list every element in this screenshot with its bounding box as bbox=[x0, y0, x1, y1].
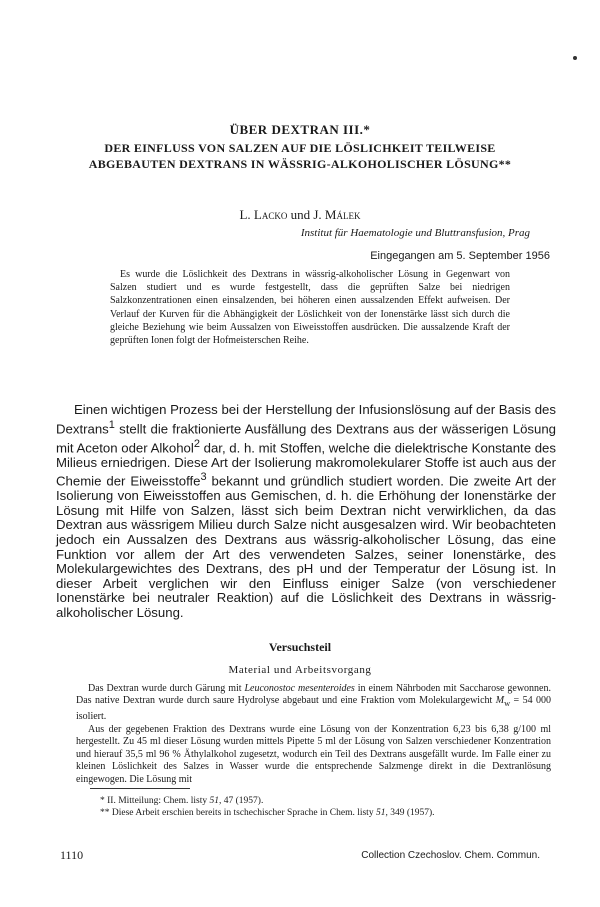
article-title: ÜBER DEXTRAN III.* bbox=[229, 122, 371, 137]
ref-3: 3 bbox=[200, 471, 207, 484]
section-heading: Versuchsteil bbox=[268, 640, 332, 654]
organism-name: Leuconostoc mesenteroides bbox=[244, 683, 355, 694]
footnote-1-volume: 51 bbox=[209, 796, 220, 806]
methods-paragraph-1 bbox=[76, 683, 551, 723]
intro-text-3: dar, d. h. mit Stoffen, welche die dielektrische Konstante des Milieus erniedrigen. Diese Art der Isolierung makromolekularer Stoffe ist auch aus der Chemie der Eiweisstoffe bbox=[56, 439, 556, 489]
article-subtitle: DER EINFLUSS VON SALZEN AUF DIE LÖSLICHKEIT TEILWEISE ABGEBAUTEN DEXTRANS IN WÄSSRIG-ALKOHOLISCHER LÖSUNG** bbox=[88, 141, 512, 171]
footnote-2 bbox=[100, 807, 540, 819]
abstract: Es wurde die Löslichkeit des Dextrans in wässrig-alkoholischer Lösung in Gegenwart von Salzen studiert und es wurde festgestellt, dass die geprüften Salze bei niedrigen Salzkonzentrationen einen einsalzenden, bei höheren einen aussalzenden Effekt aufweisen. Der Verlauf der Kurven für die Abhängigkeit der Löslichkeit von der Ionenstärke lässt sich durch die gleiche Beziehung wie beim Aussalzen von Eiweisstoffen ausdrücken. Die aussalzende Kraft der geprüften Ionen folgt der Hofmeisterschen Reihe. bbox=[110, 269, 510, 347]
p1-text-2: in einem Nährboden mit Saccharose gewonnen. Das native Dextran wurde durch saure Hydrolyse abgebaut und eine Fraktion vom Molekulargewicht bbox=[76, 683, 551, 707]
journal-name: Collection Czechoslov. Chem. Commun. bbox=[361, 850, 540, 861]
footnotes bbox=[100, 795, 540, 819]
received-date: Eingegangen am 5. September 1956 bbox=[370, 250, 550, 262]
subsection-heading: Material und Arbeitsvorgang bbox=[228, 664, 372, 676]
author-line bbox=[0, 207, 600, 223]
intro-text-4: bekannt und gründlich studiert worden. Die zweite Art der Isolierung von Eiweisstoffen aus Gemischen, d. h. die Erhöhung der Ionenstärke der Lösung mit Hilfe von Salzen, lässt sich beim Dextran nicht verwirklichen, da das Dextran aus wässrigem Milieu durch Salze nicht ausgesalzen wird. Wir beobachteten jedoch ein Aussalzen des Dextrans aus wässrig-alkoholischer Lösung, das eine Funktion vor allem der Art des verwendeten Salzes, seiner Ionenstärke, des Molekulargewichtes des Dextrans, des pH und der Temperatur der Lösung ist. In dieser Arbeit verglichen wir den Einfluss einiger Salze (von verschiedener Ionenstärke bei neutraler Reaktion) auf die Löslichkeit des Dextrans in wässrig-alkoholischer Lösung. bbox=[56, 473, 557, 620]
footnote-1 bbox=[100, 795, 540, 807]
ref-1: 1 bbox=[108, 418, 115, 431]
institute-affiliation: Institut für Haematologie und Bluttransfusion, Prag bbox=[300, 227, 530, 239]
footnote-2-mark: ** bbox=[100, 808, 110, 818]
footnote-2-text: Diese Arbeit erschien bereits in tschechischer Sprache in Chem. listy bbox=[109, 808, 376, 818]
page-footer bbox=[0, 848, 600, 866]
author-1: L. Lacko bbox=[239, 207, 288, 222]
mw-symbol: M bbox=[495, 695, 505, 707]
author-separator: und bbox=[290, 207, 311, 222]
footnote-2-volume: 51 bbox=[375, 808, 386, 818]
intro-text-2: stellt die fraktionierte Ausfällung des Dextrans aus der wässerigen Lösung mit Aceton oder Alkohol bbox=[56, 420, 556, 455]
scan-mark bbox=[573, 56, 577, 60]
methods-paragraph-2: Aus der gegebenen Fraktion des Dextrans wurde eine Lösung von der Konzentration 6,23 bis 6,38 g/100 ml hergestellt. Zu 45 ml dieser Lösung wurden mittels Pipette 5 ml der Lösung von Salzen verschiedener Konzentration und hierauf 35,5 ml 96 % Äthylalkohol zugesetzt, wodurch ein Teil des Dextrans ausgefällt wurde. Im Falle einer zu kleinen Löslichkeit des Salzes in Wasser wurde die entsprechende Salzmenge direkt in die Dextranlösung eingewogen. Die Lösung mit bbox=[76, 724, 551, 785]
footnote-1-tail: , 47 (1957). bbox=[219, 796, 264, 806]
p1-text-3: = 54 000 isoliert. bbox=[76, 695, 551, 722]
footnote-2-tail: , 349 (1957). bbox=[385, 808, 435, 818]
ref-2: 2 bbox=[193, 437, 200, 450]
footnote-divider bbox=[90, 788, 190, 789]
introduction-paragraph bbox=[56, 403, 556, 620]
intro-text-1: Einen wichtigen Prozess bei der Herstellung der Infusionslösung auf der Basis des Dextrans bbox=[56, 402, 556, 436]
footnote-1-text: II. Mitteilung: Chem. listy bbox=[104, 796, 210, 806]
p1-text-1: Das Dextran wurde durch Gärung mit bbox=[88, 683, 245, 694]
mw-subscript: w bbox=[504, 699, 511, 709]
footnote-1-mark: * bbox=[100, 796, 105, 806]
author-2: J. Málek bbox=[313, 207, 361, 222]
page-number: 1110 bbox=[60, 848, 84, 862]
